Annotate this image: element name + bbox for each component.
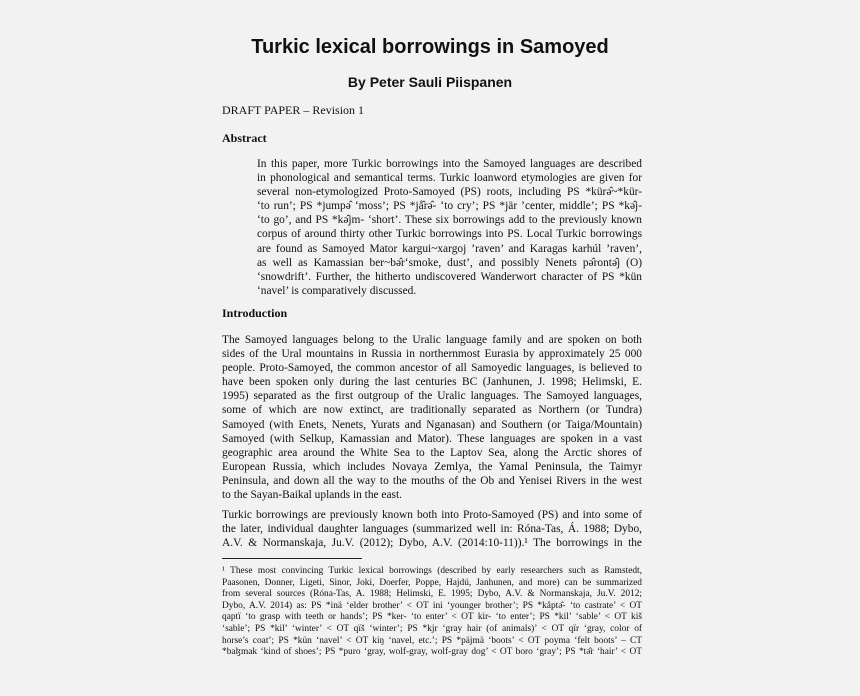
text-line: Turkic borrowings are previously known both into Proto-Samoyed (PS) and into some of	[222, 509, 642, 521]
text-line: Paasonen, Donner, Ligeti, Sinor, Joki, Doerfer, Poppe, Hajdú, Janhunen, and more) can be summarized	[222, 577, 642, 588]
paper-title: Turkic lexical borrowings in Samoyed	[251, 36, 609, 58]
text-line: from several sources (Róna-Tas, A. 1988; Helimski, E. 1995; Dybo, A.V. & Normanskaja, Ju.V. 2012;	[222, 589, 642, 600]
introduction-heading: Introduction	[222, 306, 288, 320]
text-line: Peninsula, and down all the way to the mouths of the Ob and Yenisei Rivers in the west	[222, 474, 642, 487]
text-line: ‘to go’, and PS *kǝ̂jm- ‘short’. These six borrowings add to the previously known	[257, 214, 642, 227]
text-line: qaptï ‘to grasp with teeth or hands’; PS *ker- ‘to enter’ < OT kir- ‘to enter’; PS *kil’ ‘sable’ < OT kiš	[222, 612, 642, 623]
text-line: as well as Kamassian ber~bǝ̂r‘smoke, dust’, and possibly Nenets pǝ̂rontǝ̂j (O)	[257, 256, 642, 269]
text-line: ¹ These most convincing Turkic lexical borrowings (described by early researchers such as Ramstedt,	[222, 566, 642, 576]
text-line: Samoyed (with Enets, Nenets, Yurats and Nganasan) and Southern (or Taiga/Mountain)	[222, 418, 642, 431]
text-line: sides of the Ural mountains in Russia in northernmost Eurasia by approximately 25 000	[222, 348, 642, 361]
paper-author: By Peter Sauli Piispanen	[347, 74, 513, 90]
borrowings-paragraph	[222, 508, 642, 550]
text-line: several non-etymologized Proto-Samoyed (PS) roots, including PS *kürǝ̂~*kür-	[257, 186, 642, 199]
text-line: 1995) separated as the first outgroup of the Uralic languages. The Samoyed languages,	[222, 390, 642, 403]
text-line: ‘to run’; PS *jumpǝ̂ ‘moss’; PS *jå̂rǝ̂- ‘to cry’; PS *jär ’center, middle’; PS *kǝ̂j-	[257, 200, 642, 213]
footnote-rule	[222, 558, 362, 559]
text-line: to the Sayan-Baikal uplands in the east.	[222, 489, 402, 502]
text-line: the later, individual daughter languages (summarized well in: Róna-Tas, Á. 1988; Dybo,	[222, 523, 642, 536]
text-line: A.V. & Normanskaja, Ju.V. (2012); Dybo, A.V. (2014:10-11)).¹ The borrowings in the	[222, 537, 642, 550]
footnote	[222, 566, 642, 659]
text-line: ‘sable’; PS *kil’ ‘winter’ < OT qïš ‘winter’; PS *kjr ‘gray hair (of animals)’ < OT qïr ‘gray, color of	[222, 623, 642, 634]
text-line: ‘navel’ is comparatively discussed.	[257, 284, 417, 297]
abstract-heading: Abstract	[222, 131, 267, 145]
text-line: some of which are now extinct, are traditionally separated as Northern (or Tundra)	[222, 404, 642, 417]
text-line: in phonological and semantical terms. Turkic loanword etymologies are given for	[257, 172, 642, 185]
text-line: ‘snowdrift’. Further, the hitherto undiscovered Wanderwort character of PS *kün	[257, 270, 642, 283]
text-line: are found as Samoyed Mator kargui~xargoj ’raven’ and Karagas karhúl ’raven’,	[257, 242, 642, 255]
text-line: geographic area around the White Sea to the Laptov Sea, along the Arctic shores of	[222, 446, 642, 459]
text-line: horse’s coat’; PS *kün ‘navel’ < OT kiŋ ‘navel, etc.’; PS *päjmä ‘boots’ < OT poyma ‘felt boots’ – CT	[222, 635, 642, 646]
text-line: *baɮmak ‘kind of shoes’; PS *puro ‘gray, wolf-gray, wolf-gray dog’ < OT boro ‘gray’; PS *tǝ̂r ‘hair’ < OT	[222, 647, 642, 658]
text-line: people. Proto-Samoyed, the common ancestor of all Samoyedic languages, is believed to	[222, 362, 642, 375]
text-line: European Russia, which includes Novaya Zemlya, the Yamal Peninsula, the Taimyr	[222, 460, 642, 473]
text-line: In this paper, more Turkic borrowings into the Samoyed languages are described	[257, 158, 642, 170]
abstract-body	[257, 157, 642, 298]
introduction-paragraph	[222, 333, 642, 502]
draft-label: DRAFT PAPER – Revision 1	[222, 103, 365, 117]
text-line: corpus of around thirty other Turkic borrowings into PS. Local Turkic borrowings	[257, 228, 642, 241]
text-line: have been spoken only during the last centuries BC (Janhunen, J. 1998; Helimski, E.	[222, 376, 642, 389]
text-line: Samoyed (with Selkup, Kamassian and Mator). These languages are spoken in a vast	[222, 432, 642, 445]
text-line: The Samoyed languages belong to the Uralic language family and are spoken on both	[222, 334, 642, 346]
text-line: Dybo, A.V. 2014) as: PS *inä ‘elder brother’ < OT ini ‘younger brother’; PS *kåptǝ̂- ‘to castrate’ < OT	[222, 600, 642, 611]
